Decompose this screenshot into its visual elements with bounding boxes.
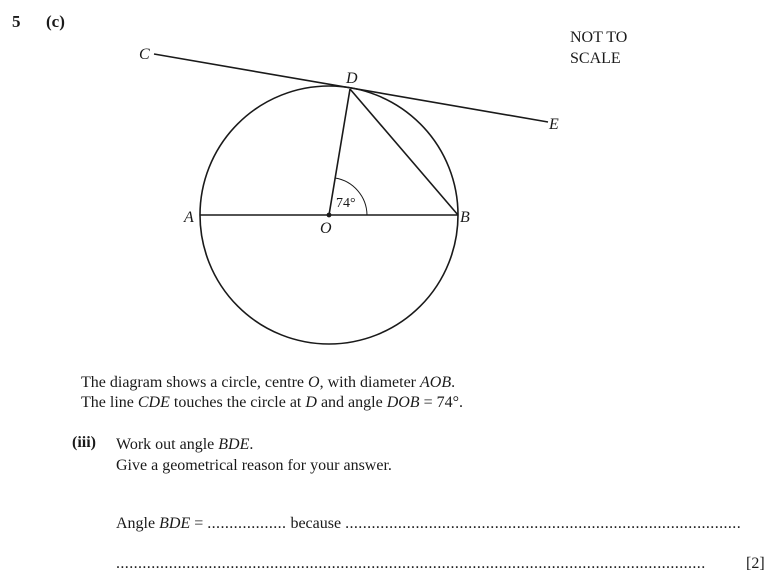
statement-var-o: O bbox=[308, 374, 320, 391]
statement-line-1 bbox=[81, 373, 455, 393]
tangent-line-cde bbox=[154, 54, 548, 122]
sub-question-text-part: . bbox=[249, 436, 254, 453]
angle-label-74: 74° bbox=[336, 196, 356, 211]
answer-because: because bbox=[286, 515, 346, 532]
label-d: D bbox=[346, 70, 358, 87]
label-o: O bbox=[320, 220, 332, 237]
answer-angle-prefix: Angle bbox=[116, 515, 160, 532]
statement-text: touches the circle at bbox=[169, 394, 306, 411]
statement-text: The diagram shows a circle, centre bbox=[81, 374, 309, 391]
centre-point-o bbox=[327, 213, 332, 218]
answer-line-1 bbox=[116, 515, 741, 533]
statement-var-dob: DOB bbox=[386, 394, 420, 411]
answer-angle-field[interactable]: .................. bbox=[207, 515, 287, 532]
not-to-scale-line-1: NOT TO bbox=[570, 29, 628, 46]
statement-text: = 74°. bbox=[419, 394, 463, 411]
sub-question-text-part: Work out angle bbox=[116, 436, 219, 453]
label-c: C bbox=[139, 46, 150, 63]
answer-equals: = bbox=[190, 515, 208, 532]
question-part: (c) bbox=[46, 12, 65, 31]
statement-text: and angle bbox=[316, 394, 387, 411]
sub-question-line-1 bbox=[116, 434, 392, 455]
statement-text: , with diameter bbox=[319, 374, 420, 391]
answer-var-bde: BDE bbox=[159, 515, 191, 532]
statement-var-cde: CDE bbox=[137, 394, 170, 411]
answer-reason-field[interactable]: .......................................................................................... bbox=[345, 515, 742, 532]
label-a: A bbox=[184, 209, 194, 226]
sub-question-line-2: Give a geometrical reason for your answer. bbox=[116, 457, 392, 474]
statement-var-aob: AOB bbox=[420, 374, 452, 391]
marks-label: [2] bbox=[746, 555, 765, 572]
answer-reason-field-continued[interactable]: ...................................................................................................................................... bbox=[116, 555, 706, 572]
statement-line-2 bbox=[81, 393, 463, 413]
not-to-scale-line-2: SCALE bbox=[570, 50, 621, 67]
label-b: B bbox=[460, 209, 470, 226]
statement-text: . bbox=[451, 374, 456, 391]
answer-line-2 bbox=[116, 555, 706, 573]
sub-question-var-bde: BDE bbox=[218, 436, 250, 453]
label-e: E bbox=[549, 116, 559, 133]
statement-text: The line bbox=[81, 394, 138, 411]
sub-question-label: (iii) bbox=[72, 434, 96, 451]
sub-question-text bbox=[116, 434, 392, 476]
question-number: 5 bbox=[12, 12, 21, 31]
statement-var-d: D bbox=[305, 394, 317, 411]
